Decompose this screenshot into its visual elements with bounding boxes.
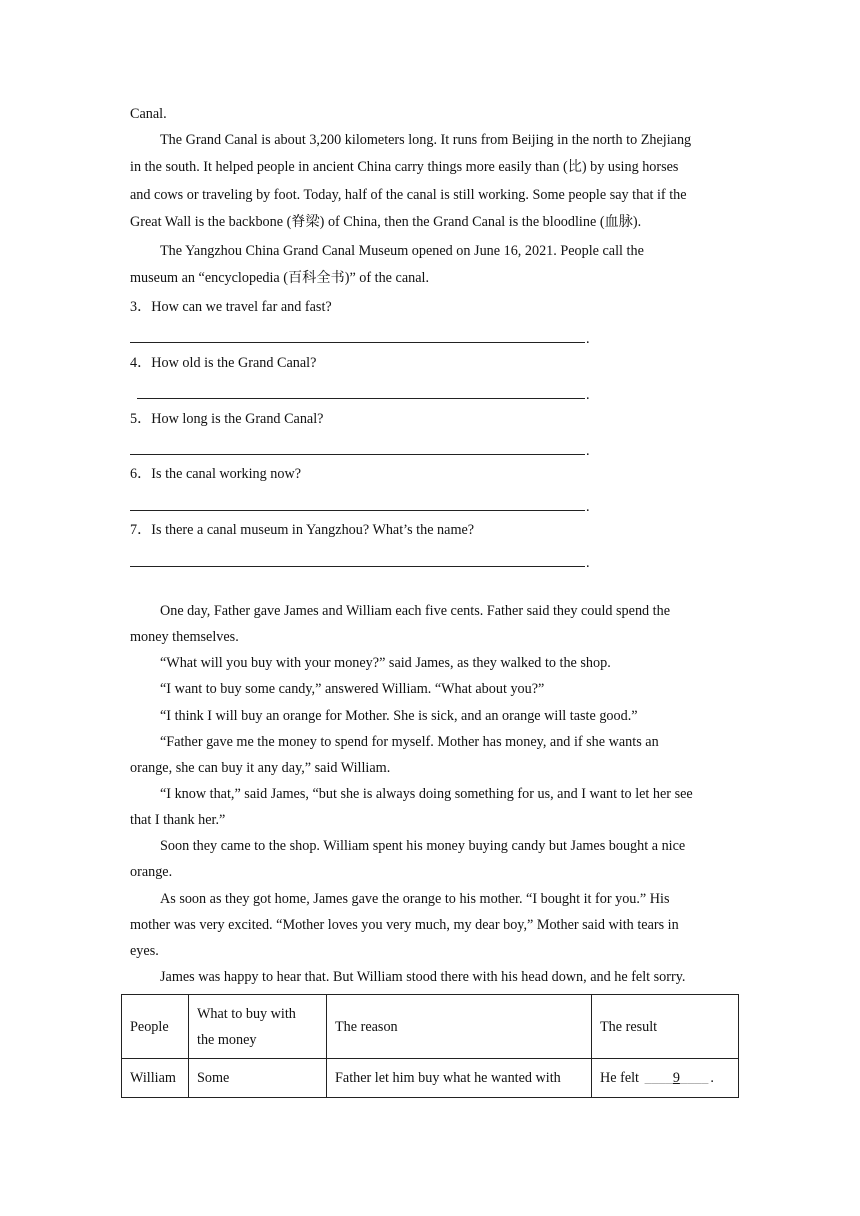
header-what-to-buy [189, 995, 327, 1059]
table-header-row [122, 995, 739, 1059]
story-line: money themselves. [130, 629, 239, 645]
passage-line: The Grand Canal is about 3,200 kilometers long. It runs from Beijing in the north to Zhejiang [160, 132, 692, 148]
result-suffix: . [710, 1070, 714, 1086]
answer-line-4[interactable] [137, 398, 585, 399]
story-line: “I want to buy some candy,” answered William. “What about you?” [160, 681, 545, 697]
header-what-to-buy-line2: the money [197, 1031, 257, 1048]
blank-number: 9 [672, 1070, 681, 1086]
question-5: 5．How long is the Grand Canal? [130, 411, 324, 427]
question-7: 7．Is there a canal museum in Yangzhou? What’s the name? [130, 522, 475, 538]
cell-people: William [122, 1059, 189, 1098]
answer-line-6[interactable] [130, 510, 585, 511]
blank-left: ____ [644, 1070, 673, 1086]
answer-period: . [586, 499, 590, 515]
blank-9[interactable] [643, 1070, 711, 1086]
story-line: “I know that,” said James, “but she is always doing something for us, and I want to let her see [160, 786, 693, 802]
blank-right: ____ [680, 1070, 709, 1086]
story-line: James was happy to hear that. But William stood there with his head down, and he felt sorry. [160, 969, 686, 985]
header-result: The result [592, 995, 739, 1059]
story-line: that I thank her.” [130, 812, 226, 828]
passage-line: in the south. It helped people in ancient China carry things more easily than (比) by using horses [130, 159, 679, 175]
story-line: orange. [130, 864, 173, 880]
story-line: “I think I will buy an orange for Mother. She is sick, and an orange will taste good.” [160, 708, 638, 724]
header-reason: The reason [327, 995, 592, 1059]
summary-table [121, 994, 739, 1098]
question-6: 6．Is the canal working now? [130, 466, 301, 482]
answer-period: . [586, 443, 590, 459]
passage-line: The Yangzhou China Grand Canal Museum opened on June 16, 2021. People call the [160, 243, 644, 259]
header-people: People [122, 995, 189, 1059]
result-prefix: He felt [600, 1070, 639, 1086]
passage-line: Great Wall is the backbone (脊梁) of China, then the Grand Canal is the bloodline (血脉). [130, 214, 642, 230]
cell-result [592, 1059, 739, 1098]
answer-line-5[interactable] [130, 454, 585, 455]
passage-line: and cows or traveling by foot. Today, half of the canal is still working. Some people say that if the [130, 187, 687, 203]
cell-what-to-buy: Some [189, 1059, 327, 1098]
table-row [122, 1059, 739, 1098]
story-line: “Father gave me the money to spend for myself. Mother has money, and if she wants an [160, 734, 659, 750]
question-3: 3．How can we travel far and fast? [130, 299, 332, 315]
answer-period: . [586, 331, 590, 347]
answer-line-7[interactable] [130, 566, 585, 567]
cell-reason: Father let him buy what he wanted with [327, 1059, 592, 1098]
story-line: orange, she can buy it any day,” said William. [130, 760, 391, 776]
answer-period: . [586, 555, 590, 571]
answer-period: . [586, 387, 590, 403]
story-line: “What will you buy with your money?” said James, as they walked to the shop. [160, 655, 611, 671]
passage-line: museum an “encyclopedia (百科全书)” of the canal. [130, 270, 430, 286]
story-line: mother was very excited. “Mother loves you very much, my dear boy,” Mother said with tears in [130, 917, 679, 933]
answer-line-3[interactable] [130, 342, 585, 343]
header-what-to-buy-line1: What to buy with [197, 1005, 296, 1022]
story-line: As soon as they got home, James gave the orange to his mother. “I bought it for you.” His [160, 891, 670, 907]
passage-line: Canal. [130, 106, 167, 122]
question-4: 4．How old is the Grand Canal? [130, 355, 317, 371]
story-line: eyes. [130, 943, 159, 959]
story-line: Soon they came to the shop. William spent his money buying candy but James bought a nice [160, 838, 686, 854]
story-line: One day, Father gave James and William each five cents. Father said they could spend the [160, 603, 671, 619]
